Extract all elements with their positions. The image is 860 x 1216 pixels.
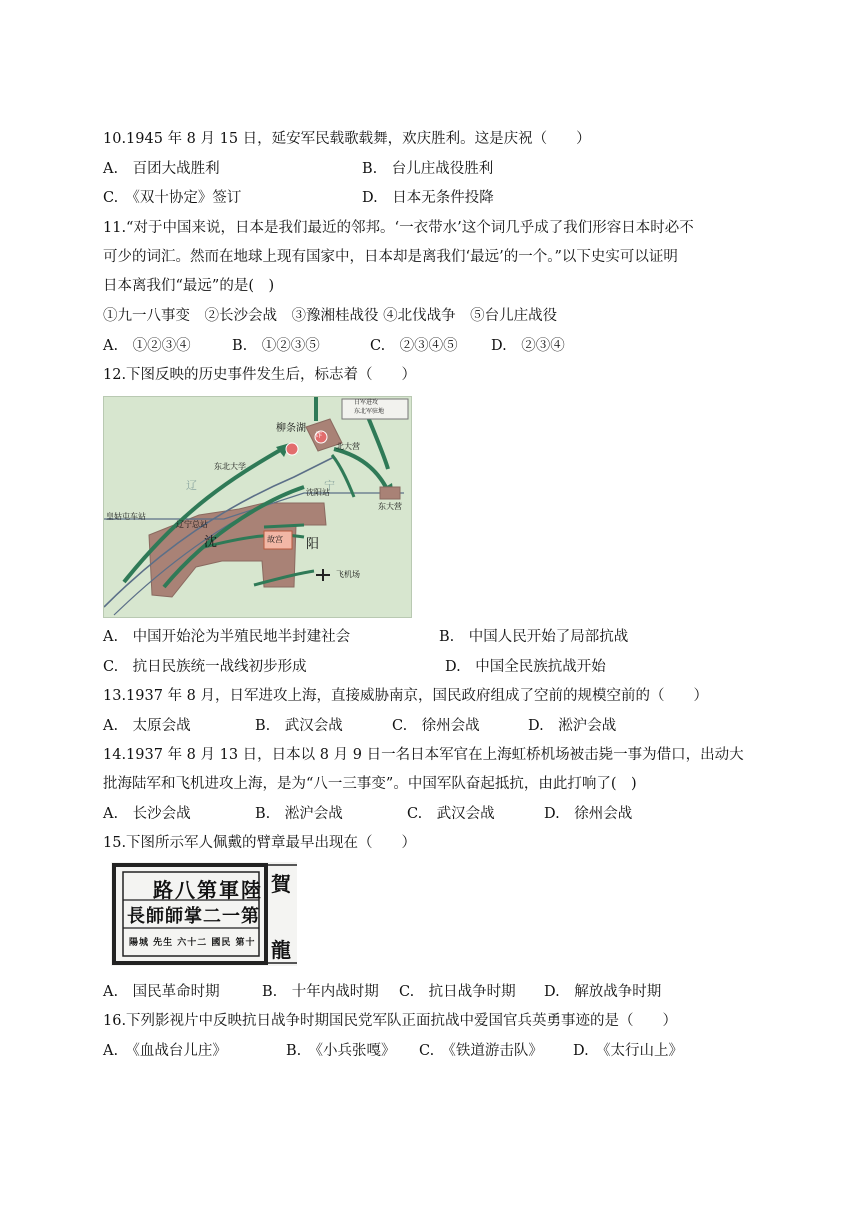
q15-option-c: C. 抗日战争时期 <box>399 984 516 1000</box>
armband-row-2: 長師師掌二一第 <box>127 906 260 927</box>
q11-stem-line2: 可少的词汇。然而在地球上现有国家中，日本却是离我们‘最远’的一个。”以下史实可以证明 <box>103 249 678 265</box>
legend-camp: 东北军驻地 <box>354 408 385 415</box>
label-ning: 宁 <box>324 479 335 492</box>
east-camp-block <box>380 487 400 499</box>
q11-option-c: C. ②③④⑤ <box>370 338 458 354</box>
q12-option-c: C. 抗日民族统一战线初步形成 <box>103 659 307 675</box>
label-liutiaohu: 柳条湖 <box>276 423 306 434</box>
q13-option-b: B. 武汉会战 <box>255 718 343 734</box>
q16-option-a: A. 《血战台儿庄》 <box>103 1043 227 1059</box>
armband-side-top: 賀 <box>271 872 291 896</box>
label-huanggutun-station: 皇姑屯车站 <box>106 512 146 521</box>
q12-option-a: A. 中国开始沦为半殖民地半封建社会 <box>103 629 351 645</box>
label-northeast-university: 东北大学 <box>214 462 246 471</box>
armband-image <box>111 862 297 966</box>
q10-option-a: A. 百团大战胜利 <box>103 161 220 177</box>
q14-option-d: D. 徐州会战 <box>544 806 633 822</box>
attack-arrow <box>332 455 354 497</box>
label-liao: 辽 <box>186 479 197 492</box>
q14-option-a: A. 长沙会战 <box>103 806 191 822</box>
q10-option-b: B. 台儿庄战役胜利 <box>362 161 494 177</box>
armband-row-1: 路八第軍陸 <box>153 878 263 902</box>
label-east-camp: 东大营 <box>378 502 402 511</box>
q12-option-d: D. 中国全民族抗战开始 <box>445 659 606 675</box>
label-airport: 飞机场 <box>336 570 360 579</box>
q14-stem-line1: 14.1937 年 8 月 13 日，日本以 8 月 9 日一名日本军官在上海虹桥机场被击毙一事为借口，出动大 <box>103 747 744 763</box>
q13-option-c: C. 徐州会战 <box>392 718 480 734</box>
q15-option-d: D. 解放战争时期 <box>544 984 662 1000</box>
q10-stem: 10.1945 年 8 月 15 日，延安军民载歌载舞，欢庆胜利。这是庆祝（ ） <box>103 131 591 147</box>
q10-option-d: D. 日本无条件投降 <box>362 190 494 206</box>
mukden-incident-map <box>103 396 412 618</box>
q14-option-b: B. 淞沪会战 <box>255 806 343 822</box>
label-shenyang-station: 沈阳站 <box>306 488 330 497</box>
q15-stem: 15.下图所示军人佩戴的臂章最早出现在（ ） <box>103 835 417 851</box>
q15-option-a: A. 国民革命时期 <box>103 984 220 1000</box>
q11-stem-line3: 日本离我们“最远”的是( ) <box>103 278 275 294</box>
q16-option-b: B. 《小兵张嘎》 <box>286 1043 396 1059</box>
q11-option-d: D. ②③④ <box>491 338 565 354</box>
q11-stem-line1: 11.“对于中国来说，日本是我们最近的邻邦。‘一衣带水’这个词几乎成了我们形容日本时必不 <box>103 220 694 236</box>
shenyang-city-area <box>149 503 326 597</box>
q15-option-b: B. 十年内战时期 <box>262 984 379 1000</box>
armband-side-bottom: 龍 <box>271 938 291 962</box>
q13-option-d: D. 淞沪会战 <box>528 718 617 734</box>
q13-stem: 13.1937 年 8 月，日军进攻上海，直接威胁南京，国民政府组成了空前的规模空前的（ ） <box>103 688 709 704</box>
q10-option-c: C. 《双十协定》签订 <box>103 190 242 206</box>
map-drawing <box>104 397 411 617</box>
airplane-icon <box>316 569 330 581</box>
q16-option-d: D. 《太行山上》 <box>573 1043 683 1059</box>
legend-attack: 日军进攻 <box>354 399 379 406</box>
explosion-marker <box>286 443 298 455</box>
q11-option-a: A. ①②③④ <box>103 338 191 354</box>
label-yang: 阳 <box>306 537 320 552</box>
q12-option-b: B. 中国人民开始了局部抗战 <box>439 629 629 645</box>
q14-option-c: C. 武汉会战 <box>407 806 495 822</box>
q11-items: ①九一八事变 ②长沙会战 ③豫湘桂战役 ④北伐战争 ⑤台儿庄战役 <box>103 308 558 324</box>
label-shen: 沈 <box>204 535 218 550</box>
label-liaoning-station: 辽宁总站 <box>176 520 208 529</box>
q11-option-b: B. ①②③⑤ <box>232 338 320 354</box>
q13-option-a: A. 太原会战 <box>103 718 191 734</box>
q12-stem: 12.下图反映的历史事件发生后，标志着（ ） <box>103 367 417 383</box>
label-palace: 故宫 <box>267 535 283 544</box>
q16-option-c: C. 《铁道游击队》 <box>419 1043 543 1059</box>
attack-arrow <box>264 525 304 527</box>
label-north-camp: 北大营 <box>336 442 360 451</box>
q16-stem: 16.下列影视片中反映抗日战争时期国民党军队正面抗战中爱国官兵英勇事迹的是（ ） <box>103 1013 678 1029</box>
q14-stem-line2: 批海陆军和飞机进攻上海，是为“八一三事变”。中国军队奋起抵抗，由此打响了( ) <box>103 776 637 792</box>
label-bomb: 炸 <box>315 431 322 439</box>
armband-row-3: 陽城 先生 六十二 國民 第十 <box>129 938 256 948</box>
